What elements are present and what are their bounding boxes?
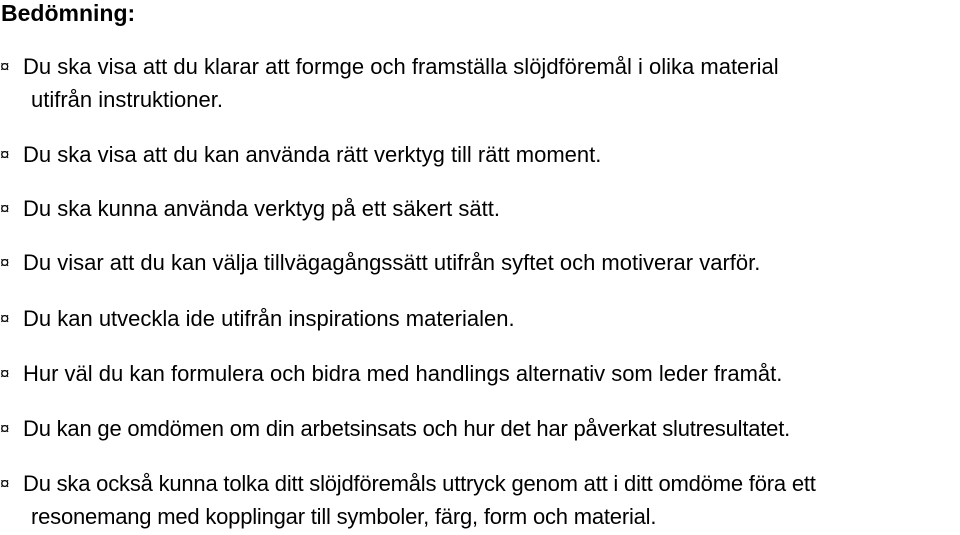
list-item-line: Du ska visa att du klarar att formge och framställa slöjdföremål i olika material <box>23 54 779 79</box>
bullet-icon: ¤ <box>0 364 10 383</box>
bullet-icon: ¤ <box>0 199 10 218</box>
list-item-text: Du kan utveckla ide utifrån inspirations materialen. <box>23 306 515 331</box>
bullet-icon: ¤ <box>0 419 10 438</box>
list-item-text: Du visar att du kan välja tillvägagångssätt utifrån syftet och motiverar varför. <box>23 250 761 275</box>
list-item-text <box>23 50 779 116</box>
list-item-text: Hur väl du kan formulera och bidra med handlings alternativ som leder framåt. <box>23 361 783 386</box>
bullet-icon: ¤ <box>0 474 10 493</box>
list-item-text: Du kan ge omdömen om din arbetsinsats och hur det har påverkat slutresultatet. <box>23 416 791 441</box>
list-item-line: Du ska också kunna tolka ditt slöjdföremåls uttryck genom att i ditt omdöme föra ett <box>23 471 816 496</box>
bullet-icon: ¤ <box>0 145 10 164</box>
page-heading: Bedömning: <box>1 0 136 26</box>
bullet-icon: ¤ <box>0 57 10 76</box>
bullet-icon: ¤ <box>0 253 10 272</box>
list-item-text: Du ska visa att du kan använda rätt verktyg till rätt moment. <box>23 142 602 167</box>
list-item-text <box>23 467 816 533</box>
list-item-line: resonemang med kopplingar till symboler, färg, form och material. <box>31 504 657 529</box>
list-item-line: utifrån instruktioner. <box>31 87 223 112</box>
list-item-text: Du ska kunna använda verktyg på ett säkert sätt. <box>23 196 500 221</box>
bullet-icon: ¤ <box>0 309 10 328</box>
